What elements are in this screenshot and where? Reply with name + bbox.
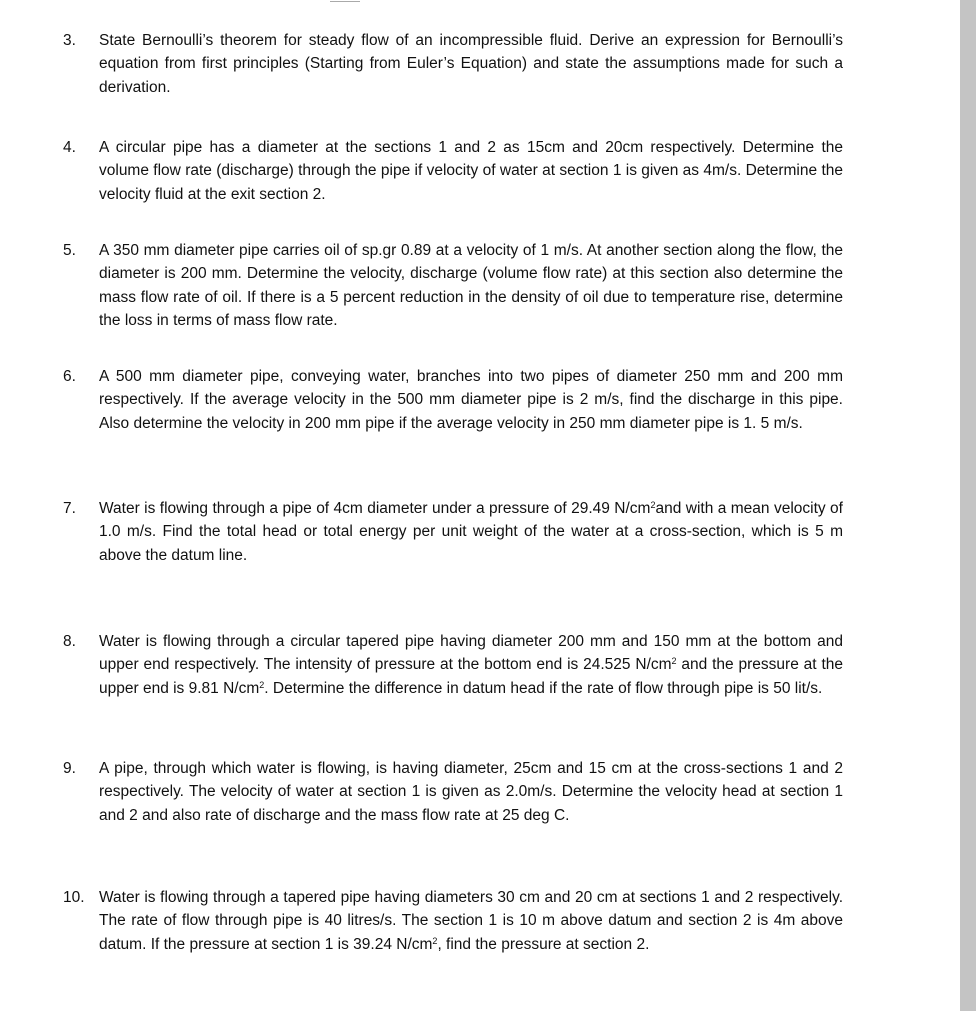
question-number: 9. bbox=[63, 760, 76, 777]
question-7 bbox=[63, 497, 843, 567]
question-text bbox=[99, 886, 843, 956]
superscript: 2 bbox=[259, 679, 265, 690]
question-number: 10. bbox=[63, 889, 85, 906]
question-3 bbox=[63, 29, 843, 99]
question-number: 8. bbox=[63, 633, 76, 650]
text-part: Water is flowing through a circular tapered pipe having diameter 200 mm and 150 mm at the bottom and upper end respectively. The intensity of pressure at the bottom end is 24.525 N/cm bbox=[99, 633, 843, 674]
question-text: A 500 mm diameter pipe, conveying water, branches into two pipes of diameter 250 mm and 200 mm respectively. If the average velocity in the 500 mm diameter pipe is 2 m/s, find the discharge in this pipe. Also determine the velocity in 200 mm pipe if the average velocity in 250 mm diameter pipe is 1. 5 m/s. bbox=[99, 368, 843, 432]
question-number: 3. bbox=[63, 32, 76, 49]
question-text: A pipe, through which water is flowing, is having diameter, 25cm and 15 cm at the cross-sections 1 and 2 respectively. The velocity of water at section 1 is given as 2.0m/s. Determine the velocity head at section 1 and 2 and also rate of discharge and the mass flow rate at 25 deg C. bbox=[99, 760, 843, 824]
question-text bbox=[99, 630, 843, 700]
vertical-scrollbar[interactable] bbox=[960, 0, 976, 1011]
text-part: . Determine the difference in datum head if the rate of flow through pipe is 50 lit/s. bbox=[264, 679, 823, 697]
superscript: 2 bbox=[650, 500, 656, 510]
text-part: and with a mean velocity of 1.0 m/s. Find the total head or total energy per unit weight of the water at a cross-section, which is 5 m above the datum line. bbox=[99, 500, 843, 564]
question-number: 4. bbox=[63, 139, 76, 156]
question-6 bbox=[63, 365, 843, 435]
text-part: Water is flowing through a tapered pipe having diameters 30 cm and 20 cm at sections 1 and 2 respectively. The rate of flow through pipe is 40 litres/s. The section 1 is 10 m above datum and section 2 is 4m above datum. If the pressure at section 1 is 39.24 N/cm bbox=[99, 889, 843, 953]
question-number: 5. bbox=[63, 242, 76, 259]
text-part: and the pressure at the upper end is 9.81 N/cm bbox=[99, 656, 843, 697]
question-text: State Bernoulli’s theorem for steady flow of an incompressible fluid. Derive an expression for Bernoulli’s equation from first principles (Starting from Euler’s Equation) and state the assumptions made for such a derivation. bbox=[99, 32, 843, 96]
question-8 bbox=[63, 630, 843, 700]
question-text: A 350 mm diameter pipe carries oil of sp.gr 0.89 at a velocity of 1 m/s. At another section along the flow, the diameter is 200 mm. Determine the velocity, discharge (volume flow rate) at this section also determine the mass flow rate of oil. If there is a 5 percent reduction in the density of oil due to temperature rise, determine the loss in terms of mass flow rate. bbox=[99, 242, 843, 329]
text-part: Water is flowing through a pipe of 4cm diameter under a pressure of 29.49 N/cm bbox=[99, 500, 651, 517]
question-9 bbox=[63, 757, 843, 827]
text-part: , find the pressure at section 2. bbox=[437, 935, 650, 953]
superscript: 2 bbox=[432, 935, 438, 946]
question-10 bbox=[63, 886, 843, 956]
question-text: A circular pipe has a diameter at the sections 1 and 2 as 15cm and 20cm respectively. Determine the volume flow rate (discharge) through the pipe if velocity of water at section 1 is given as 4m/s. Determine the velocity fluid at the exit section 2. bbox=[99, 139, 843, 203]
clipped-previous-line bbox=[330, 0, 360, 2]
question-number: 7. bbox=[63, 500, 76, 517]
question-number: 6. bbox=[63, 368, 76, 385]
superscript: 2 bbox=[671, 656, 677, 667]
question-4 bbox=[63, 136, 843, 206]
question-text bbox=[99, 497, 843, 567]
question-5 bbox=[63, 239, 843, 332]
